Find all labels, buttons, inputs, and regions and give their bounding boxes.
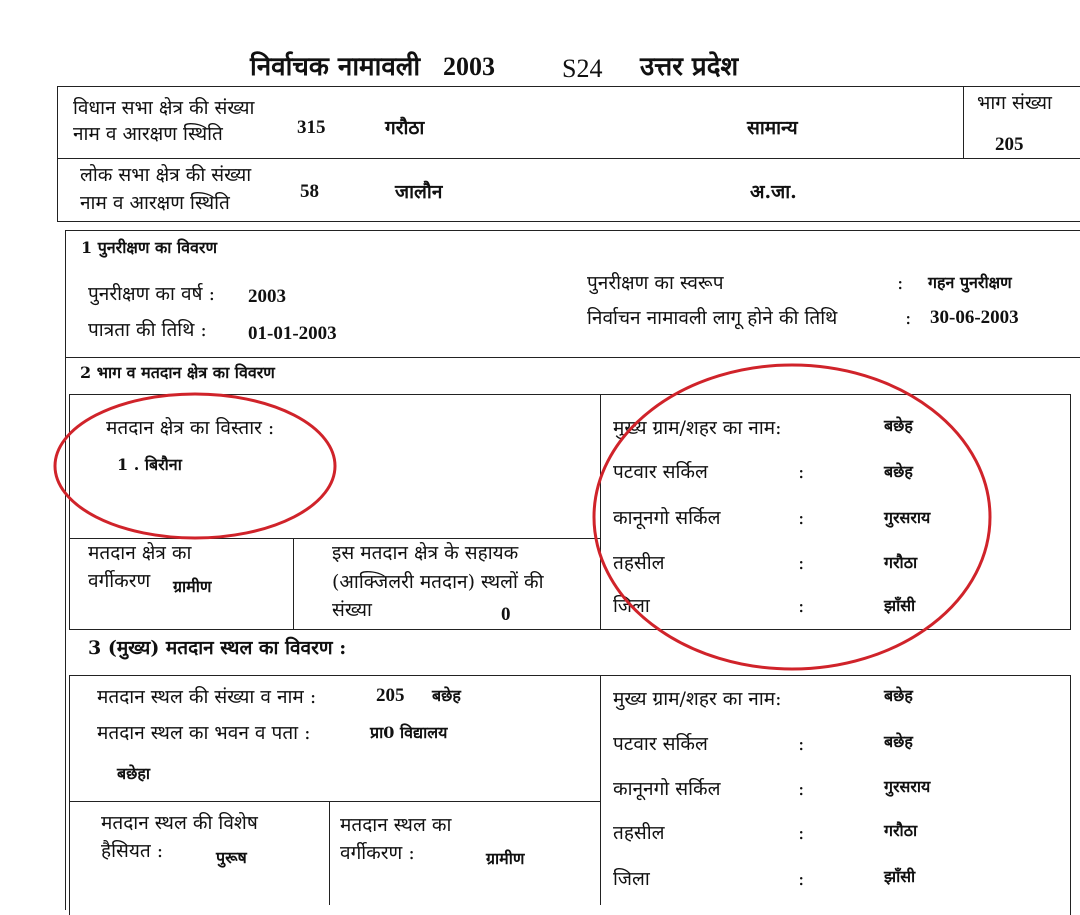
revision-type-label: पुनरीक्षण का स्वरूप (587, 272, 724, 294)
section1-divider (65, 357, 1080, 358)
station-tehsil-label: तहसील (613, 822, 665, 844)
assembly-name: गरौठा (385, 117, 425, 139)
area-kanungo: गुरसराय (884, 508, 931, 527)
area-extent-label: मतदान क्षेत्र का विस्तार : (106, 417, 275, 439)
station-class-label-line2: वर्गीकरण : (340, 842, 415, 864)
section2-hdivider (69, 538, 600, 539)
station-village: बछेह (884, 686, 913, 705)
area-kanungo-colon: : (798, 507, 805, 529)
revision-year-label: पुनरीक्षण का वर्ष : (88, 283, 215, 305)
area-tehsil-colon: : (798, 552, 805, 574)
area-tehsil-label: तहसील (613, 552, 665, 574)
section3-hdivider (69, 801, 600, 802)
station-village-label: मुख्य ग्राम/शहर का नाम: (613, 688, 782, 710)
station-kanungo: गुरसराय (884, 777, 931, 796)
station-number: 205 (376, 685, 405, 706)
assembly-label-line2: नाम व आरक्षण स्थिति (73, 123, 223, 145)
area-class-label-line2: वर्गीकरण (88, 570, 151, 592)
area-district-colon: : (798, 595, 805, 617)
area-patwar: बछेह (884, 462, 913, 481)
section1-heading: 1 पुनरीक्षण का विवरण (81, 238, 218, 257)
station-tehsil: गरौठा (884, 821, 918, 840)
effective-date-label: निर्वाचन नामावली लागू होने की तिथि (587, 307, 838, 329)
lok-sabha-number: 58 (300, 181, 319, 202)
area-village-label: मुख्य ग्राम/शहर का नाम: (613, 417, 782, 439)
aux-stations-label-line2: (आक्जिलरी मतदान) स्थलों की (332, 571, 544, 593)
station-patwar-colon: : (798, 733, 805, 755)
part-number: 205 (995, 134, 1024, 155)
part-divider (963, 86, 964, 158)
qualifying-date: 01-01-2003 (248, 323, 337, 344)
section2-vdivider (600, 394, 601, 630)
area-district-label: जिला (613, 595, 650, 617)
assembly-number: 315 (297, 117, 326, 138)
aux-stations-label-line1: इस मतदान क्षेत्र के सहायक (332, 542, 519, 564)
area-village: बछेह (884, 416, 913, 435)
station-district: झाँसी (884, 867, 916, 886)
lok-sabha-reservation: अ.जा. (750, 181, 797, 203)
effective-date: 30-06-2003 (930, 307, 1019, 328)
section2-heading: 2 भाग व मतदान क्षेत्र का विवरण (80, 363, 275, 382)
lok-sabha-label-line2: नाम व आरक्षण स्थिति (80, 192, 230, 214)
assembly-reservation: सामान्य (747, 117, 798, 139)
revision-year: 2003 (248, 286, 286, 307)
building: प्रा0 विद्यालय (370, 723, 448, 742)
area-patwar-label: पटवार सर्किल (613, 461, 708, 483)
state-name: उत्तर प्रदेश (640, 52, 739, 82)
station-kanungo-label: कानूनगो सर्किल (613, 778, 721, 800)
section3-heading: 3 (मुख्य) मतदान स्थल का विवरण : (88, 637, 347, 659)
aux-stations-count: 0 (501, 604, 511, 625)
area-tehsil: गरौठा (884, 553, 918, 572)
station-address: बछेहा (117, 764, 150, 783)
section3-status-divider (329, 801, 330, 905)
revision-type: गहन पुनरीक्षण (928, 273, 1012, 292)
section2-class-divider (293, 538, 294, 630)
aux-stations-label-line3: संख्या (332, 599, 372, 621)
station-class-value: ग्रामीण (486, 849, 525, 868)
lok-sabha-label-line1: लोक सभा क्षेत्र की संख्या (80, 164, 252, 186)
area-class-label-line1: मतदान क्षेत्र का (88, 542, 192, 564)
section3-vdivider (600, 675, 601, 905)
area-district: झाँसी (884, 596, 916, 615)
station-district-colon: : (798, 868, 805, 890)
station-status-label-line2: हैसियत : (101, 840, 164, 862)
station-status-value: पुरूष (216, 848, 247, 867)
station-name: बछेह (432, 686, 461, 705)
station-patwar-label: पटवार सर्किल (613, 733, 708, 755)
assembly-label-line1: विधान सभा क्षेत्र की संख्या (73, 97, 255, 119)
station-label: मतदान स्थल की संख्या व नाम : (97, 686, 317, 708)
area-patwar-colon: : (798, 461, 805, 483)
area-kanungo-label: कानूनगो सर्किल (613, 507, 721, 529)
station-patwar: बछेह (884, 732, 913, 751)
station-class-label-line1: मतदान स्थल का (340, 814, 452, 836)
station-status-label-line1: मतदान स्थल की विशेष (101, 812, 258, 834)
area-extent-item: 1 . बिरौना (117, 455, 182, 474)
station-tehsil-colon: : (798, 822, 805, 844)
building-label: मतदान स्थल का भवन व पता : (97, 722, 311, 744)
state-code: S24 (562, 54, 603, 83)
header-divider (57, 158, 1080, 159)
qualifying-date-label: पात्रता की तिथि : (88, 319, 207, 341)
station-kanungo-colon: : (798, 778, 805, 800)
lok-sabha-name: जालौन (395, 181, 443, 203)
roll-year: 2003 (443, 52, 495, 81)
roll-name: निर्वाचक नामावली (250, 52, 421, 82)
revision-type-colon: : (897, 272, 904, 294)
area-class-value: ग्रामीण (173, 577, 212, 596)
part-number-label: भाग संख्या (977, 92, 1052, 114)
effective-date-colon: : (905, 307, 912, 329)
station-district-label: जिला (613, 868, 650, 890)
